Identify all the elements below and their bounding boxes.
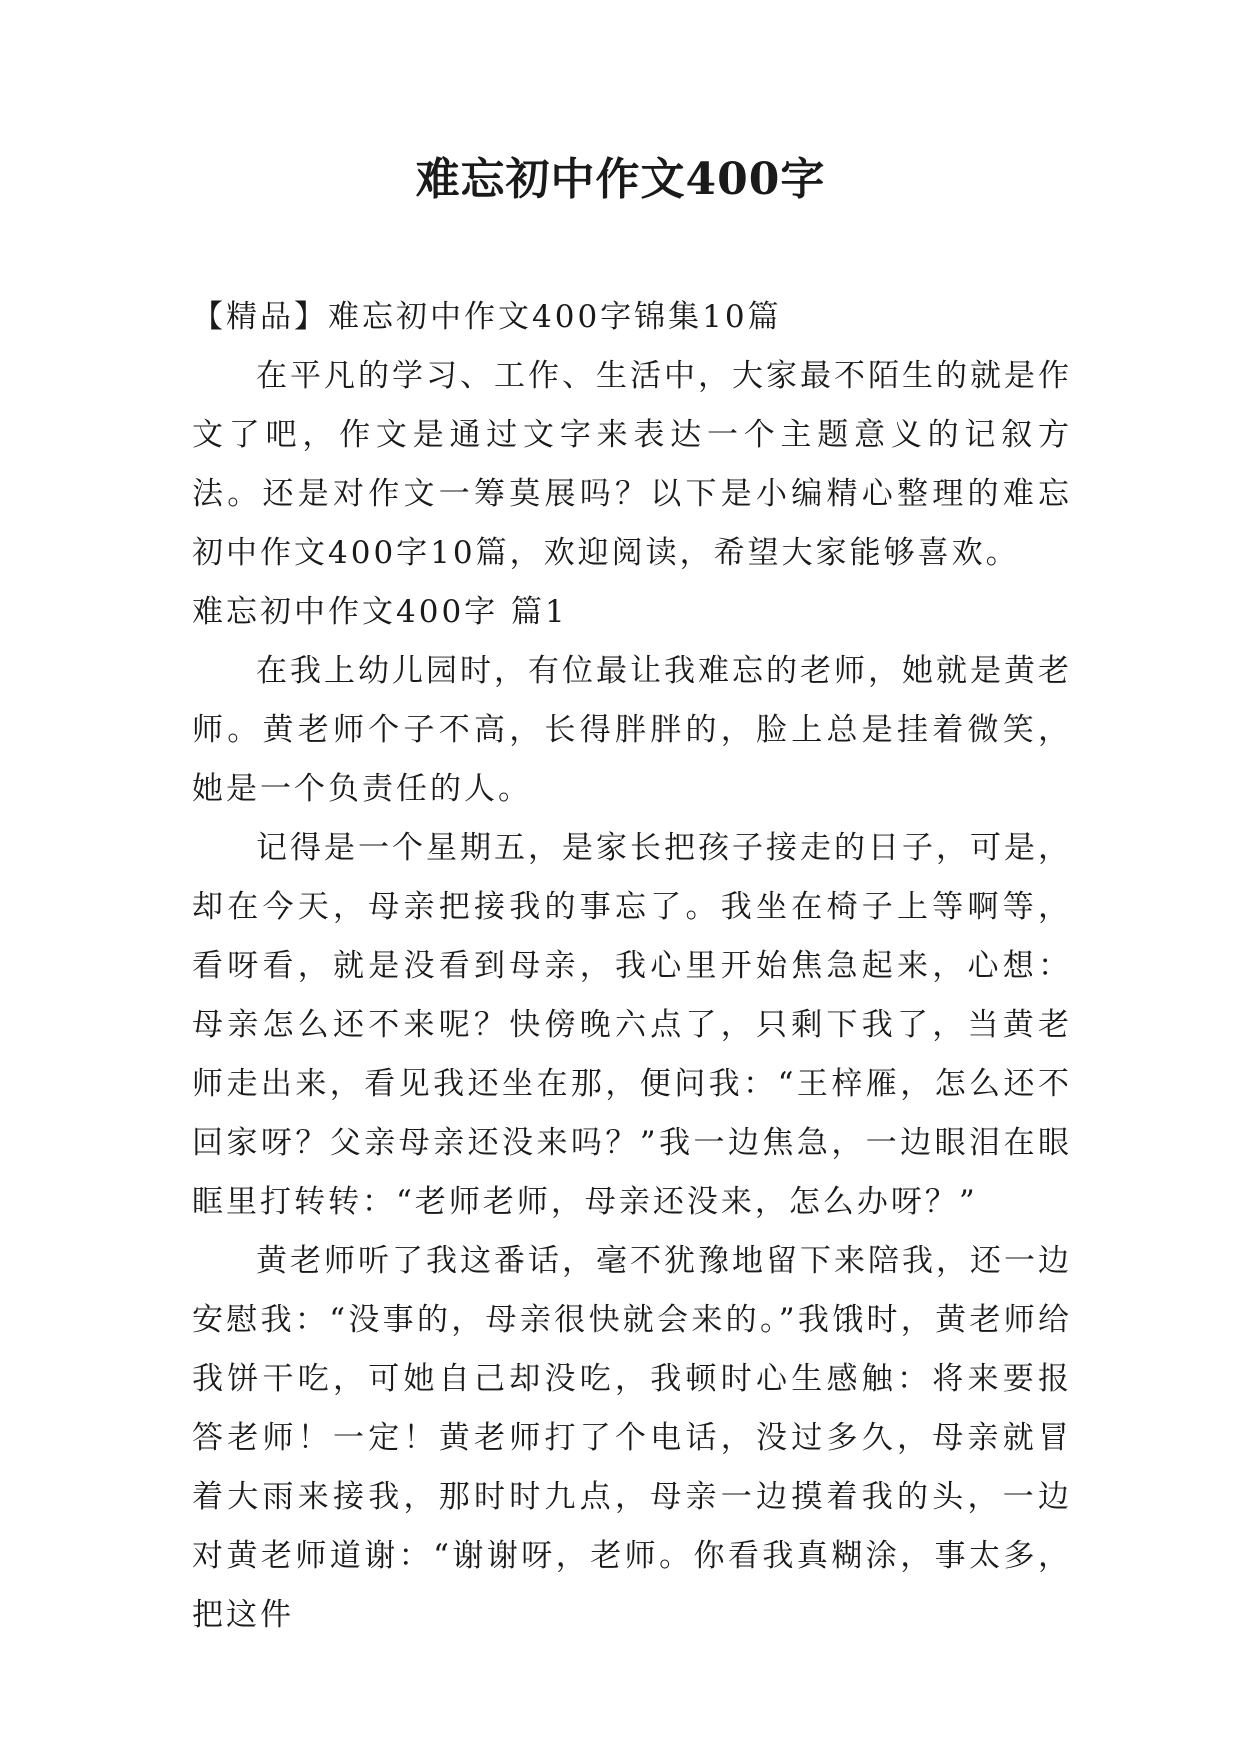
document-title: 难忘初中作文400字 (415, 154, 826, 205)
body-paragraph: 黄老师听了我这番话，毫不犹豫地留下来陪我，还一边安慰我：“没事的，母亲很快就会来的。”我饿时，黄老师给我饼干吃，可她自己却没吃，我顿时心生感触：将来要报答老师！一定！黄老师打了个电话，没过多久，母亲就冒着大雨来接我，那时时九点，母亲一边摸着我的头，一边对黄老师道谢：“谢谢呀，老师。你看我真糊涂，事太多，把这件 (192, 1243, 1072, 1633)
body-paragraph: 记得是一个星期五，是家长把孩子接走的日子，可是，却在今天，母亲把接我的事忘了。我坐在椅子上等啊等，看呀看，就是没看到母亲，我心里开始焦急起来，心想：母亲怎么还不来呢？快傍晚六点了，只剩下我了，当黄老师走出来，看见我还坐在那，便问我：“王梓雁，怎么还不回家呀？父亲母亲还没来吗？”我一边焦急，一边眼泪在眼眶里打转转：“老师老师，母亲还没来，怎么办呀？” (192, 830, 1072, 1220)
intro-paragraph: 在平凡的学习、工作、生活中，大家最不陌生的就是作文了吧，作文是通过文字来表达一个主题意义的记叙方法。还是对作文一筹莫展吗？以下是小编精心整理的难忘初中作文400字10篇，欢迎阅读，希望大家能够喜欢。 (192, 358, 1072, 571)
document-body (192, 288, 1072, 1645)
section-heading: 难忘初中作文400字 篇1 (192, 594, 568, 630)
collection-subtitle: 【精品】难忘初中作文400字锦集10篇 (192, 299, 782, 335)
body-paragraph: 在我上幼儿园时，有位最让我难忘的老师，她就是黄老师。黄老师个子不高，长得胖胖的，脸上总是挂着微笑，她是一个负责任的人。 (192, 653, 1072, 807)
